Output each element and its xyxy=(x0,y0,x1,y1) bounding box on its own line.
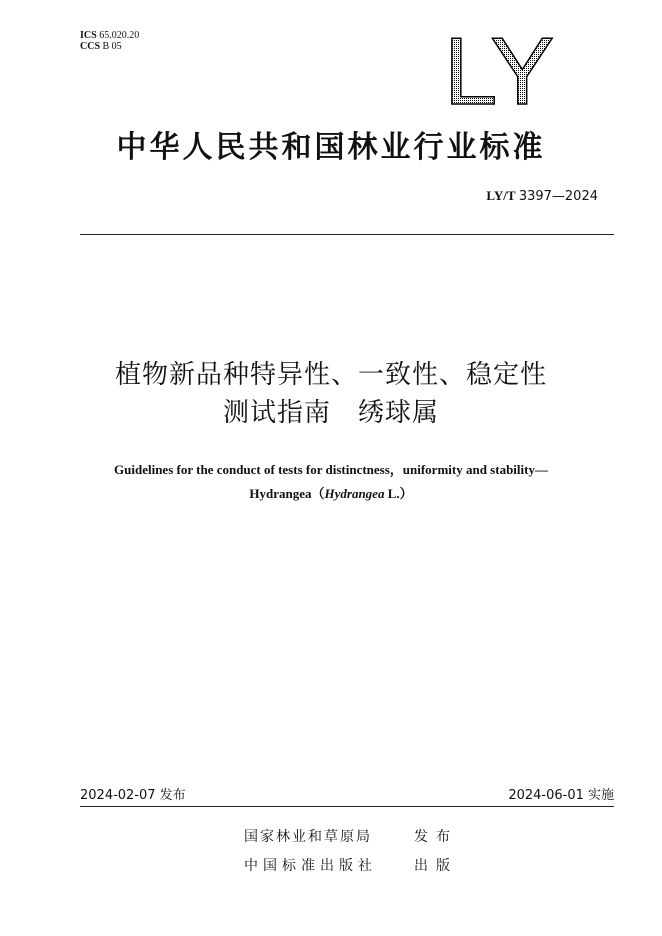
chinese-title xyxy=(0,356,662,432)
english-title-genus: Hydrangea（ xyxy=(249,486,325,501)
issue-date: 2024-02-07 发布 xyxy=(80,788,186,803)
ics-code: 65.020.20 xyxy=(99,30,140,41)
ccs-line xyxy=(80,41,139,52)
ccs-label: CCS xyxy=(80,41,101,52)
english-title-line1: Guidelines for the conduct of tests for distinctness，uniformity and stability— xyxy=(114,462,548,477)
standard-number-prefix: LY/T xyxy=(486,188,516,203)
english-title-line2 xyxy=(0,482,662,506)
implementation-date: 2024-06-01 实施 xyxy=(508,788,614,803)
standard-number xyxy=(486,188,598,204)
press-name: 中国标准出版社 xyxy=(244,858,377,874)
header-divider xyxy=(80,234,614,235)
ics-line xyxy=(80,30,139,41)
chinese-title-line2: 测试指南 绣球属 xyxy=(222,398,439,428)
classification-codes xyxy=(80,30,139,52)
ics-label: ICS xyxy=(80,30,97,41)
english-title xyxy=(0,458,662,506)
publisher-name: 国家林业和草原局 xyxy=(244,829,372,845)
press-action: 出版 xyxy=(414,858,458,874)
english-title-authority: L.） xyxy=(384,486,413,501)
ccs-code: B 05 xyxy=(102,41,122,52)
ly-standard-logo xyxy=(442,30,562,108)
standard-number-value: 3397—2024 xyxy=(518,189,598,204)
chinese-title-line1: 植物新品种特异性、一致性、稳定性 xyxy=(114,360,547,390)
english-title-latin: Hydrangea xyxy=(324,486,385,501)
footer-divider xyxy=(80,806,614,807)
logo-text: LY xyxy=(444,30,555,108)
standard-type-title: 中华人民共和国林业行业标准 xyxy=(116,130,546,165)
publisher-action: 发布 xyxy=(414,829,458,845)
